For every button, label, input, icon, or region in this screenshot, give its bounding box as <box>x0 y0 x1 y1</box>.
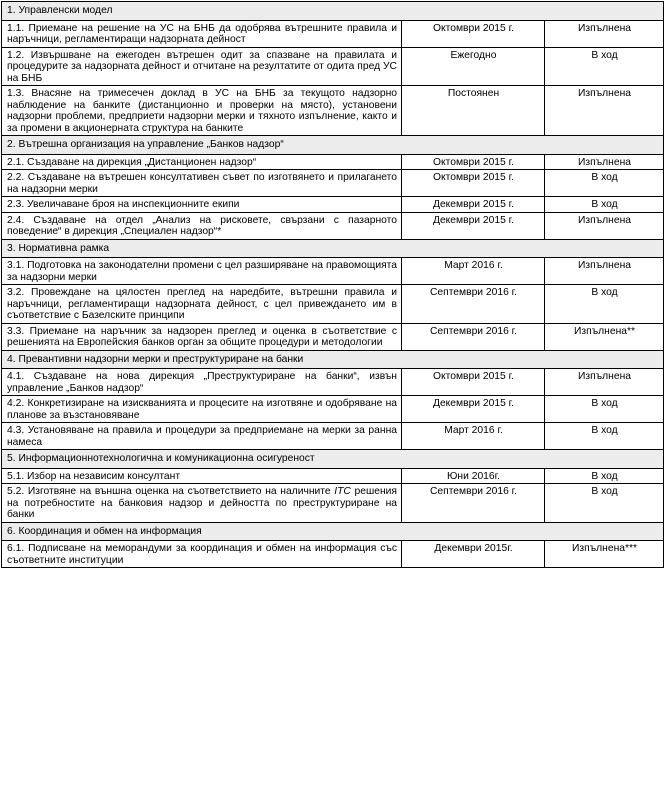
status-cell: В ход <box>545 396 664 423</box>
section-row <box>2 2 664 21</box>
measure-description: 1.1. Приемане на решение на УС на БНБ да одобрява вътрешните правила и наръчници, регламентиращи надзорната дейност <box>2 20 402 47</box>
table-row <box>2 20 664 47</box>
deadline-cell: Октомври 2015 г. <box>402 170 545 197</box>
section-row <box>2 350 664 369</box>
deadline-cell: Юни 2016г. <box>402 468 545 484</box>
table-row <box>2 323 664 350</box>
status-cell: Изпълнена*** <box>545 541 664 568</box>
deadline-cell: Декември 2015 г. <box>402 396 545 423</box>
measure-description: 1.2. Извършване на ежегоден вътрешен одит за спазване на правилата и процедурите за надзорната дейност и отчитане на резултатите от одита пред УС на БНБ <box>2 47 402 86</box>
description-text: решения на потребностите на банковия надзор и дейността по преструктуриране на банки <box>7 486 397 520</box>
section-title: 2. Вътрешна организация на управление „Банков надзор“ <box>2 136 664 155</box>
description-text: 5.2. Изготвяне на външна оценка на съответствието на наличните <box>7 486 335 497</box>
status-cell: Изпълнена <box>545 258 664 285</box>
deadline-cell: Декември 2015 г. <box>402 197 545 213</box>
table-row <box>2 484 664 523</box>
measure-description: 2.3. Увеличаване броя на инспекционните екипи <box>2 197 402 213</box>
deadline-cell: Септември 2016 г. <box>402 323 545 350</box>
measure-description: 3.3. Приемане на наръчник за надзорен преглед и оценка в съответствие с решенията на Европейския банков орган за общите процедури и методологии <box>2 323 402 350</box>
table-row <box>2 86 664 136</box>
status-cell: Изпълнена <box>545 20 664 47</box>
measure-description: 4.1. Създаване на нова дирекция „Преструктуриране на банки“, извън управление „Банков надзор“ <box>2 369 402 396</box>
measure-description: 5.1. Избор на независим консултант <box>2 468 402 484</box>
table-row <box>2 423 664 450</box>
status-cell: Изпълнена <box>545 212 664 239</box>
deadline-cell: Ежегодно <box>402 47 545 86</box>
section-row <box>2 450 664 469</box>
status-cell: Изпълнена** <box>545 323 664 350</box>
deadline-cell: Септември 2016 г. <box>402 285 545 324</box>
table-row <box>2 468 664 484</box>
status-cell: В ход <box>545 484 664 523</box>
status-cell: В ход <box>545 47 664 86</box>
status-cell: В ход <box>545 285 664 324</box>
measure-description: 2.2. Създаване на вътрешен консултативен съвет по изготвянето и прилагането на надзорни мерки <box>2 170 402 197</box>
deadline-cell: Септември 2016 г. <box>402 484 545 523</box>
measure-description: 4.2. Конкретизиране на изискванията и процесите на изготвяне и одобряване на планове за възстановяване <box>2 396 402 423</box>
deadline-cell: Декември 2015г. <box>402 541 545 568</box>
document-page <box>1 1 664 568</box>
deadline-cell: Декември 2015 г. <box>402 212 545 239</box>
status-cell: Изпълнена <box>545 154 664 170</box>
table-row <box>2 47 664 86</box>
action-plan-table <box>1 1 664 568</box>
section-title: 1. Управленски модел <box>2 2 664 21</box>
table-row <box>2 258 664 285</box>
measure-description: 2.4. Създаване на отдел „Анализ на рисковете, свързани с пазарното поведение“ в дирекция „Специален надзор“* <box>2 212 402 239</box>
measure-description: 4.3. Установяване на правила и процедури за предприемане на мерки за ранна намеса <box>2 423 402 450</box>
itc-term: ITC <box>334 486 351 497</box>
deadline-cell: Октомври 2015 г. <box>402 369 545 396</box>
table-row <box>2 154 664 170</box>
table-row <box>2 212 664 239</box>
deadline-cell: Октомври 2015 г. <box>402 154 545 170</box>
measure-description <box>2 484 402 523</box>
deadline-cell: Март 2016 г. <box>402 423 545 450</box>
table-row <box>2 396 664 423</box>
measure-description: 6.1. Подписване на меморандуми за координация и обмен на информация със съответните институции <box>2 541 402 568</box>
status-cell: В ход <box>545 170 664 197</box>
section-title: 4. Превантивни надзорни мерки и преструктуриране на банки <box>2 350 664 369</box>
section-title: 3. Нормативна рамка <box>2 239 664 258</box>
section-title: 5. Информационнотехнологична и комуникационна осигуреност <box>2 450 664 469</box>
section-row <box>2 239 664 258</box>
table-row <box>2 285 664 324</box>
section-row <box>2 136 664 155</box>
measure-description: 3.2. Провеждане на цялостен преглед на наредбите, вътрешни правила и наръчници, регламентиращи надзорната дейност, с цел привеждането им в съответствие с Базелските принципи <box>2 285 402 324</box>
table-row <box>2 170 664 197</box>
table-row <box>2 197 664 213</box>
table-row <box>2 541 664 568</box>
measure-description: 3.1. Подготовка на законодателни промени с цел разширяване на правомощията за надзорни мерки <box>2 258 402 285</box>
deadline-cell: Постоянен <box>402 86 545 136</box>
status-cell: Изпълнена <box>545 86 664 136</box>
status-cell: В ход <box>545 423 664 450</box>
table-row <box>2 369 664 396</box>
section-row <box>2 522 664 541</box>
status-cell: Изпълнена <box>545 369 664 396</box>
section-title: 6. Координация и обмен на информация <box>2 522 664 541</box>
status-cell: В ход <box>545 197 664 213</box>
status-cell: В ход <box>545 468 664 484</box>
measure-description: 1.3. Внасяне на тримесечен доклад в УС на БНБ за текущото надзорно наблюдение на банките (дистанционно и проверки на място), установени надзорни проблеми, предприети надзорни мерки и тяхното изпълнение, както и за промени в акционерната структура на банките <box>2 86 402 136</box>
measure-description: 2.1. Създаване на дирекция „Дистанционен надзор“ <box>2 154 402 170</box>
deadline-cell: Март 2016 г. <box>402 258 545 285</box>
deadline-cell: Октомври 2015 г. <box>402 20 545 47</box>
